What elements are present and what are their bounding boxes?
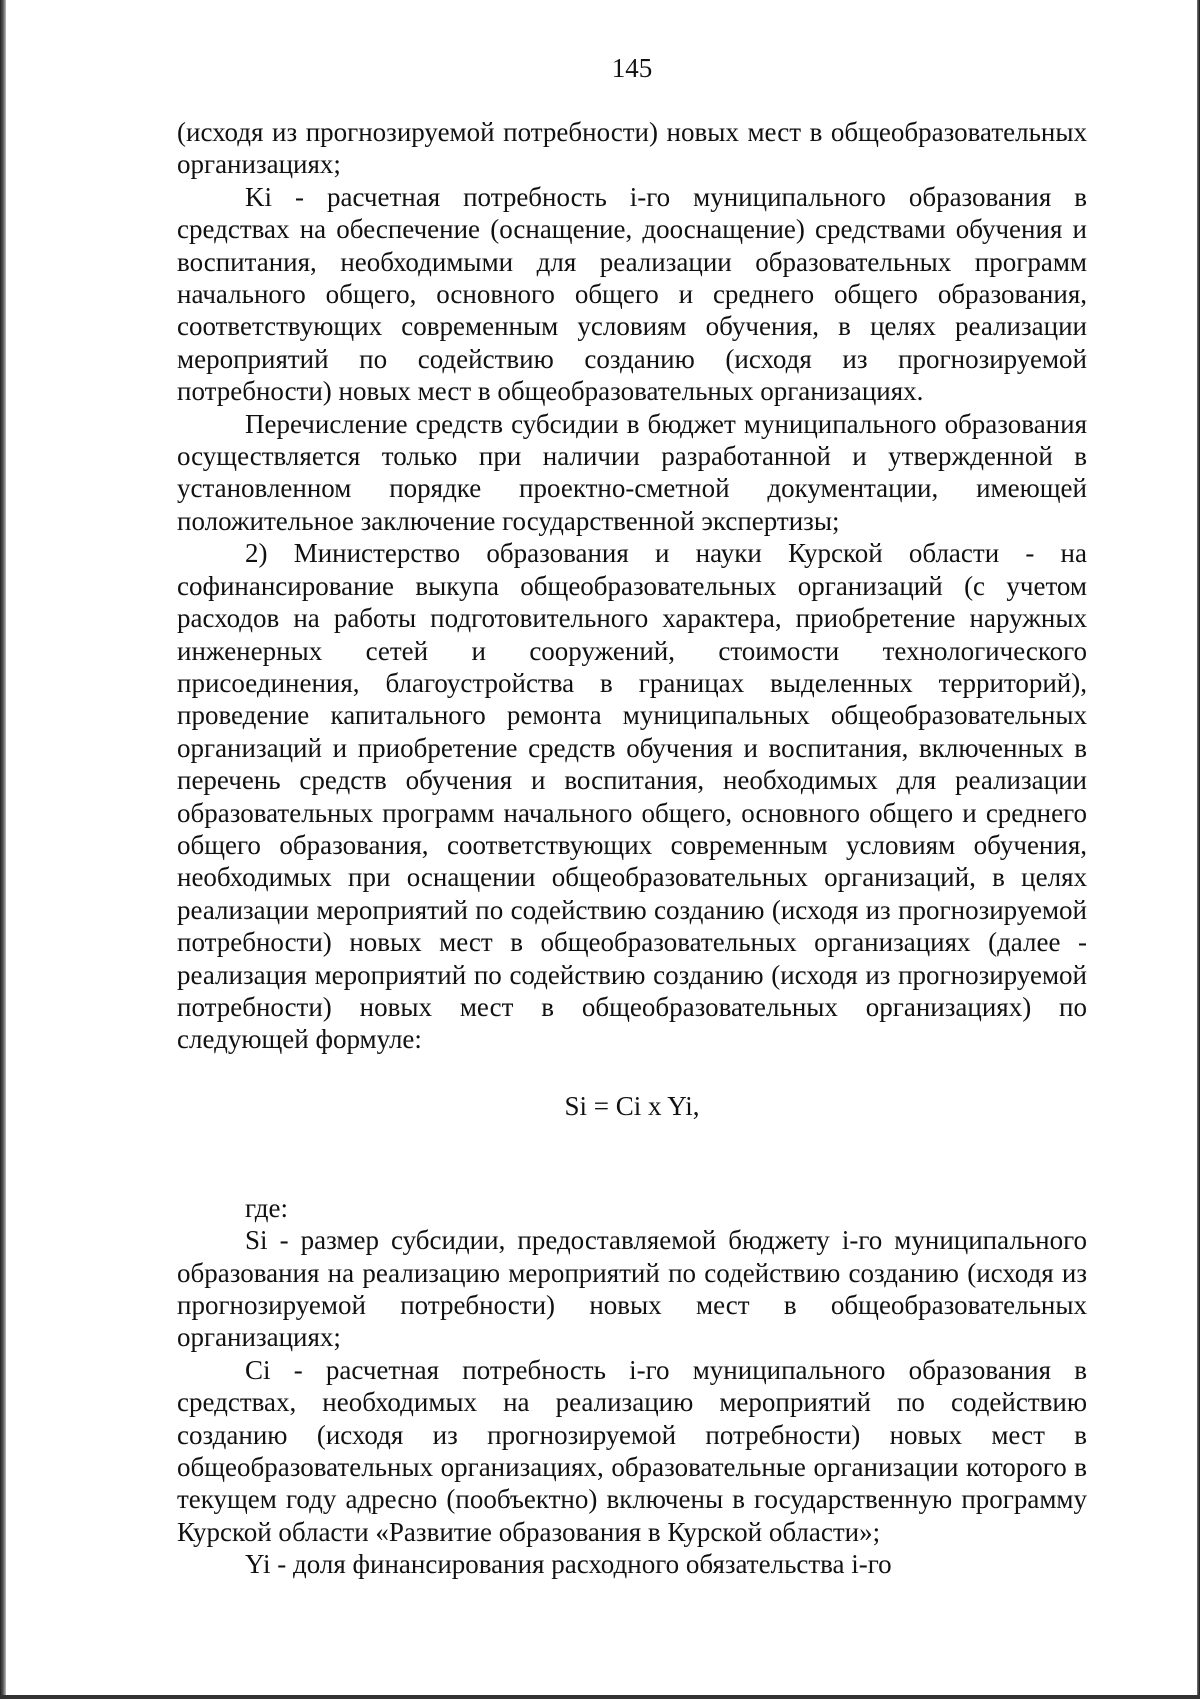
paragraphs-top — [177, 116, 1087, 1056]
paragraph-continuation: (исходя из прогнозируемой потребности) новых мест в общеобразовательных организациях; — [177, 117, 1087, 180]
where-label: где: — [245, 1192, 288, 1223]
paragraph-si-definition: Si - размер субсидии, предоставляемой бюджету i-го муниципального образования на реализацию мероприятий по содействию созданию (исходя из прогнозируемой потребности) новых мест в общеобразовательных организациях; — [177, 1225, 1087, 1353]
page-number: 145 — [611, 53, 653, 83]
paragraphs-bottom — [177, 1224, 1087, 1580]
scan-edge-left — [0, 0, 6, 1699]
document-page — [177, 52, 1087, 1581]
paragraph-ci-definition: Ci - расчетная потребность i-го муниципального образования в средствах, необходимых на реализацию мероприятий по содействию созданию (исходя из прогнозируемой потребности) новых мест в общеобразовательных организациях, образовательные организации которого в текущем году адресно (пообъектно) включены в государственную программу Курской области «Развитие образования в Курской области»; — [177, 1354, 1087, 1547]
scan-edge-bottom — [0, 1695, 1200, 1699]
formula: Si = Ci x Yi, — [564, 1090, 700, 1121]
paragraph-ministry-cofinancing: 2) Министерство образования и науки Курской области - на софинансирование выкупа общеобразовательных организаций (с учетом расходов на работы подготовительного характера, приобретение наружных инженерных сетей и сооружений, стоимости технологического присоединения, благоустройства в границах выделенных территорий), проведение капитального ремонта муниципальных общеобразовательных организаций и приобретение средств обучения и воспитания, включенных в перечень средств обучения и воспитания, необходимых для реализации образовательных программ начального общего, основного общего и среднего общего образования, соответствующих современным условиям обучения, необходимых при оснащении общеобразовательных организаций, в целях реализации мероприятий по содействию созданию (исходя из прогнозируемой потребности) новых мест в общеобразовательных организациях (далее - реализация мероприятий по содействию созданию (исходя из прогнозируемой потребности) новых мест в общеобразовательных организациях) по следующей формуле: — [177, 538, 1087, 1055]
paragraph-transfer-conditions: Перечисление средств субсидии в бюджет муниципального образования осуществляется только при наличии разработанной и утвержденной в установленном порядке проектно-сметной документации, имеющей положительное заключение государственной экспертизы; — [177, 408, 1087, 536]
paragraph-yi-definition: Yi - доля финансирования расходного обязательства i-го — [245, 1549, 892, 1580]
paragraph-ki-definition: Ki - расчетная потребность i-го муниципального образования в средствах на обеспечение (оснащение, дооснащение) средствами обучения и воспитания, необходимыми для реализации образовательных программ начального общего, основного общего и среднего общего образования, соответствующих современным условиям обучения, в целях реализации мероприятий по содействию созданию (исходя из прогнозируемой потребности) новых мест в общеобразовательных организациях. — [177, 181, 1087, 407]
